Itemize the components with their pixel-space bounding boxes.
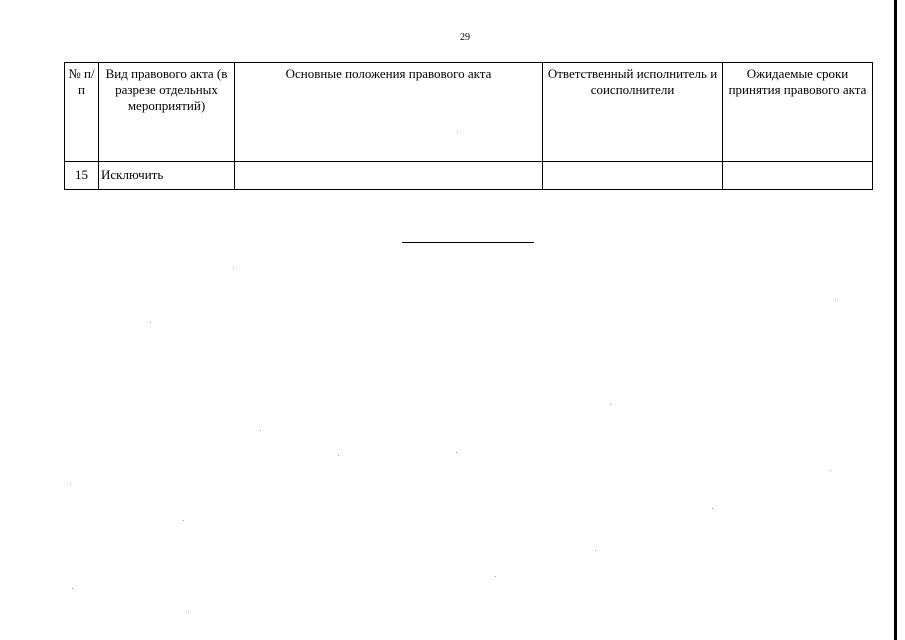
scan-speck [183, 520, 184, 521]
row-number-cell: 15 [65, 162, 99, 190]
scan-speck [495, 576, 496, 577]
table-row [65, 162, 873, 190]
row-deadline-cell [723, 162, 873, 190]
scan-speck [188, 612, 189, 613]
page-number: 29 [460, 32, 470, 43]
scan-speck [338, 455, 339, 456]
scan-speck [830, 470, 831, 471]
header-expected-deadline: Ожидаемые сроки принятия правового акта [723, 63, 873, 162]
scan-speck [233, 268, 234, 269]
header-main-provisions: Основные положения правового акта [235, 63, 543, 162]
row-act-kind-cell: Исключить [99, 162, 235, 190]
header-number: № п/п [65, 63, 99, 162]
scan-speck [712, 508, 713, 509]
header-act-kind: Вид правового акта (в разрезе отдельных мероприятий) [99, 63, 235, 162]
scan-speck [610, 404, 611, 405]
scan-speck [457, 132, 458, 133]
row-executor-cell [543, 162, 723, 190]
scan-speck [70, 484, 71, 485]
end-of-document-rule [402, 242, 534, 243]
legal-acts-table [64, 62, 873, 190]
scan-speck [456, 452, 457, 453]
scan-speck [150, 322, 151, 323]
table-header-row [65, 63, 873, 162]
row-provisions-cell [235, 162, 543, 190]
scan-speck [260, 430, 261, 431]
scan-edge-line [894, 0, 897, 640]
header-responsible-executor: Ответственный исполнитель и соисполнители [543, 63, 723, 162]
scan-speck [595, 550, 596, 551]
scan-speck [835, 300, 836, 301]
scan-speck [72, 588, 73, 589]
